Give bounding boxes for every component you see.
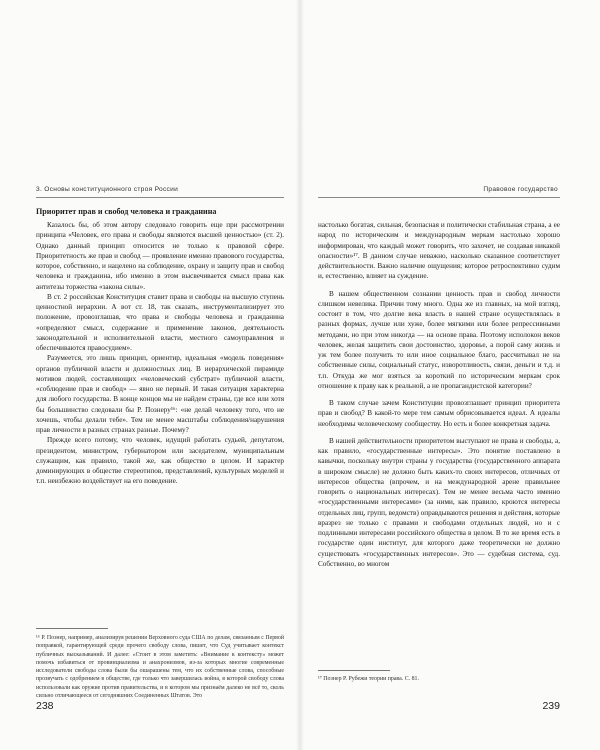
paragraph: В нашей действительности приоритетом выступают не права и свободы, а, как правило, «государственные интересы». Это понятие поставлено в кавычки, поскольку внутри страны у государства (государственного аппарата в широком смысле) не должно быть каких-то своих интересов, отличных от интересов общества (впрочем, и на международной арене правильнее говорить о национальных интересах). Тем не менее весьма часто именно «государственными интересами» (за ними, как правило, кроются интересы отдельных лиц, групп, ведомств) оправдываются решения и действия, которые вразрез не только с правами и свободами отдельных людей, но и с подлинными интересами российского общества в целом. В то же время есть в государстве один институт, для которого даже теоретически не должно существовать «государственных интересов». Это — судебная система, суд. Собственно, во многом <box>318 436 560 568</box>
left-body <box>36 206 284 487</box>
header-rule-right <box>318 197 560 198</box>
header-rule-left <box>36 197 284 198</box>
page-number-right: 239 <box>542 700 560 712</box>
paragraph: Казалось бы, об этом автору следовало говорить еще при рассмотрении принципа «Человек, его права и свободы являются высшей ценностью» (ст. 2). Однако данный принцип относится не только к правовой сфере. Приоритетность же прав и свобод — проявление именно правового государства, которое, собственно, и нацелено на соблюдение, охрану и защиту прав и свобод человека и гражданина, ибо именно в этом высвечивается смысл права как антитезы торжества «закона силы». <box>36 221 284 291</box>
page-number-left: 238 <box>36 700 54 712</box>
paragraph: В ст. 2 российская Конституция ставит права и свободы на высшую ступень ценностной иерархии. А вот ст. 18, так сказать, инструментализирует это положение, провозглашая, что права и свободы человека и гражданина «определяют смысл, содержание и применение законов, деятельность законодательной и исполнительной власти, местного самоуправления и обеспечиваются правосудием». <box>36 292 284 352</box>
paragraph: В нашем общественном сознании ценность прав и свобод личности слишком невелика. Причин тому много. Одна же из главных, на мой взгляд, состоит в том, что долгие века власть в нашей стране осуществлялась в разных формах, лучше или хуже, более мягкими или более репрессивными методами, но при этом никогда — на основе права. Поэтому исполокон веков человек, желая защитить свои достоинство, здоровье, а порой саму жизнь и уж тем более получить то или иное социальное благо, рассчитывал не на собственные силы, социальный статус, изворотливость, связи, деньги и т.д. и т.п. Откуда же мог взяться за короткий по историческим меркам срок отношение к праву как к реальной, а не пропагандистской категории? <box>318 289 560 390</box>
right-body <box>318 220 560 569</box>
paragraph: Прежде всего потому, что человек, идущий работать судьей, депутатом, президентом, министром, губернатором или заседателем, муниципальным служащим, как правило, такой же, как общество в целом. И характер доминирующих в обществе стереотипов, представлений, культурных моделей и т.п. неизбежно воздействует на его поведение. <box>36 436 284 486</box>
paragraph: В таком случае зачем Конституции провозглашает принцип приоритета прав и свобод? В какой-то мере тем самым обрисовывается идеал. А идеалы необходимы человеческому сообществу. Но есть и более конкретная задача. <box>318 399 560 428</box>
right-page <box>300 0 600 750</box>
footnote-rule-right <box>318 670 390 671</box>
running-head-left: 3. Основы конституционного строя России <box>36 186 179 193</box>
footnote-rule-left <box>36 628 108 629</box>
footnote-right: ¹⁷ Познер Р. Рубежи теории права. С. 81. <box>318 676 419 682</box>
paragraph: Разумеется, это лишь принцип, ориентир, идеальная «модель поведения» органов публичной власти и должностных лиц. В иерархической пирамиде мотивов людей, составляющих «человеческий субстрат» публичной власти, «соблюдение прав и свобод» — явно не первый. И такая ситуация характерна для любого государства. В конце концов мы не найдем страны, где все или хотя бы большинство следовали бы Р. Познеру¹⁶: «не делай человеку того, что не хочешь, чтобы делали тебе». Тем не менее масштабы соблюдения/нарушения прав личности в разных странах разные. Почему? <box>36 354 284 434</box>
section-heading: Приоритет прав и свобод человека и гражданина <box>36 207 217 216</box>
paragraph: настолько богатая, сильная, безопасная и политически стабильная страна, а ее народ по историческим и международным меркам настолько хорошо информирован, что каждый может говорить, что захочет, не создавая никакой опасности»¹⁷. В данном случае неважно, насколько сказанное соответствует действительности. Важно наличие ощущения; которое ретроспективно судим и, естественно, влияет на суждение. <box>318 221 560 281</box>
footnote-left: ¹⁶ Р. Познер, например, анализируя решения Верховного суда США по делам, связанным с Первой поправкой, гарантирующей среди прочего свободу слова, пишет, что Суд учитывает контекст публичных высказываний. И далее: «Стоит в этом заметить: «Внимание к контексту» может помочь избавиться от провинциализма и анахронизмов, из-за которых многие современные исследователи свободы слова были бы ошарашены тем, что их собственные слова, способные прозвучать с одобрением в обществе, где только что завершилась война, в которой свободу слова использовали как оружие против правительства, и в котором мы признаём далеко не всё то, сколь сильно отличающееся от сегодняшних Соединенных Штатов. Это <box>36 635 284 700</box>
running-head-right: Правовое государство <box>483 186 558 193</box>
